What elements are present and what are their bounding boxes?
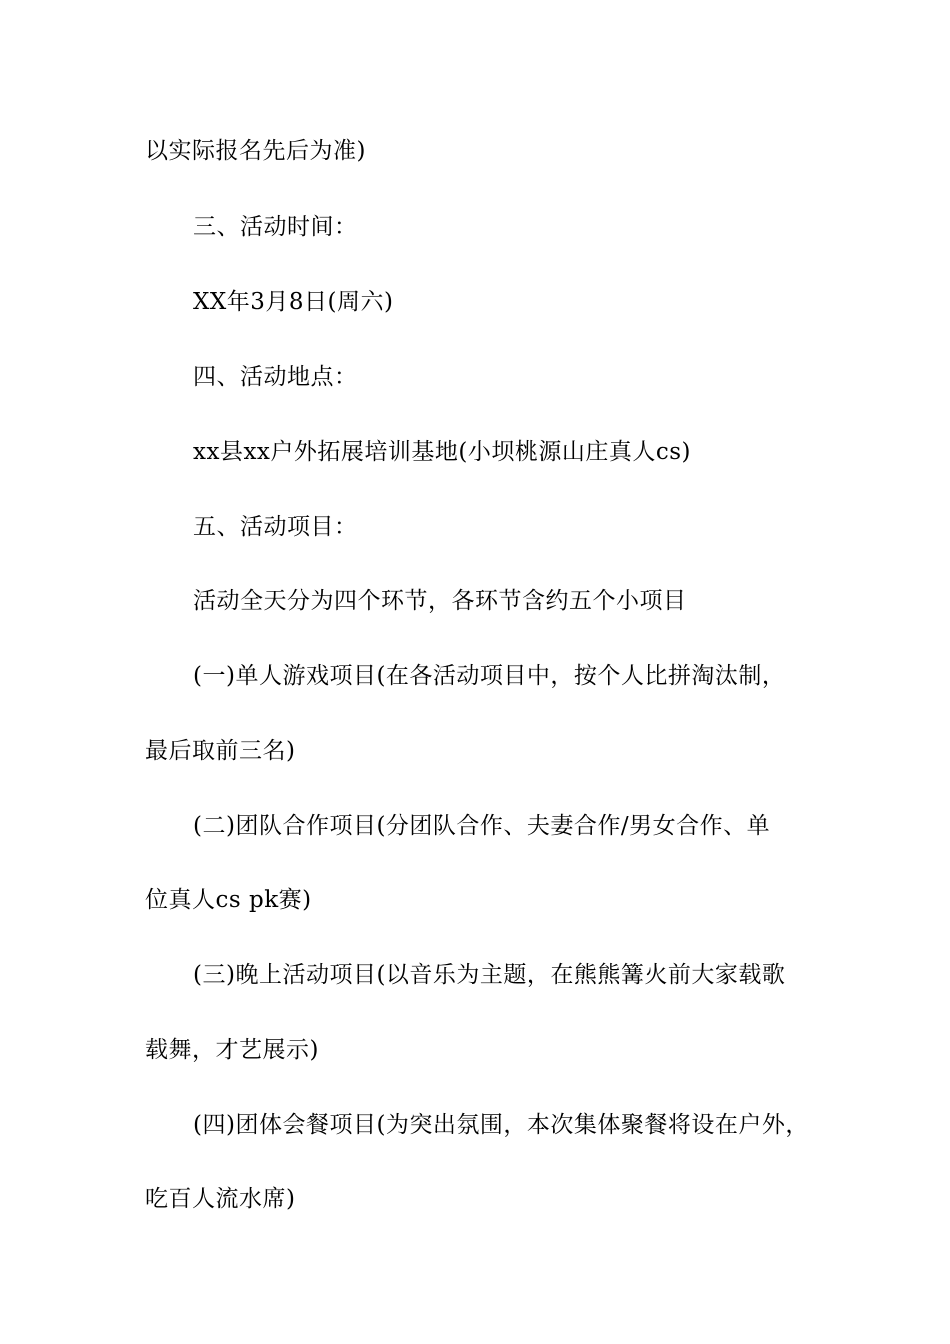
- item-one-continuation: 最后取前三名): [145, 738, 296, 764]
- item-four-continuation: 吃百人流水席): [145, 1186, 296, 1212]
- item-one-line: (一)单人游戏项目(在各活动项目中，按个人比拼淘汰制，: [193, 663, 786, 689]
- section-heading-time: 三、活动时间：: [193, 214, 358, 240]
- item-two-continuation: 位真人cs pk赛): [145, 887, 312, 913]
- item-three-line: (三)晚上活动项目(以音乐为主题，在熊熊篝火前大家载歌: [193, 962, 786, 988]
- section-heading-location: 四、活动地点：: [193, 364, 358, 390]
- activity-location: xx县xx户外拓展培训基地(小坝桃源山庄真人cs): [193, 439, 692, 465]
- item-two-line: (二)团队合作项目(分团队合作、夫妻合作/男女合作、单: [193, 813, 771, 839]
- section-heading-items: 五、活动项目：: [193, 514, 358, 540]
- paragraph-line: 活动全天分为四个环节，各环节含约五个小项目: [193, 588, 687, 614]
- activity-date: XX年3月8日(周六): [193, 289, 394, 315]
- item-three-continuation: 载舞，才艺展示): [145, 1037, 319, 1063]
- item-four-line: (四)团体会餐项目(为突出氛围，本次集体聚餐将设在户外，: [193, 1112, 809, 1138]
- paragraph-line: 以实际报名先后为准): [145, 138, 366, 164]
